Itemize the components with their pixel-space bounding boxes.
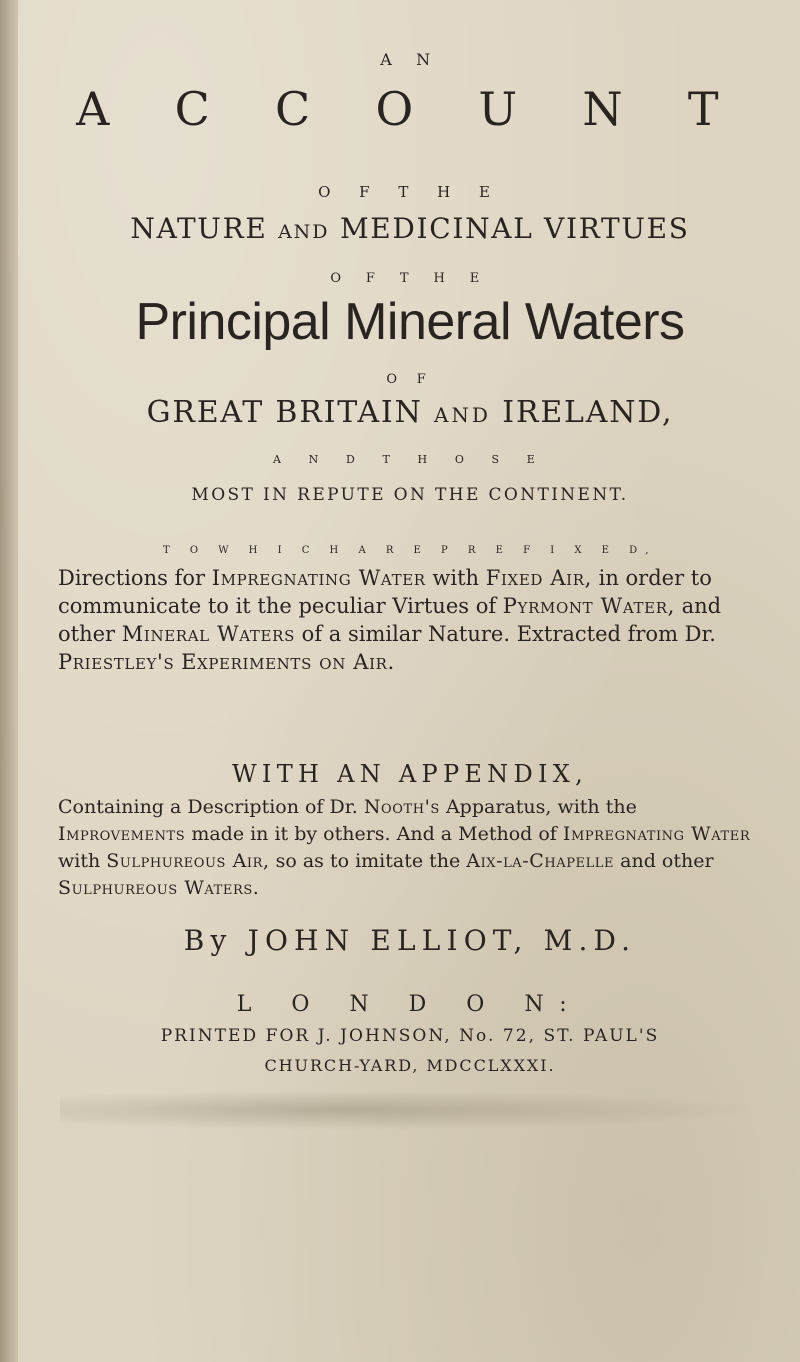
text-run: in order to communicate to it the peculiar Virtues of [58,566,712,618]
appendix-paragraph [58,794,758,902]
word-ireland: IRELAND, [502,395,674,430]
heading-with-appendix: WITH AN APPENDIX, [231,760,589,788]
text-run-sc: Pyrmont Water, [502,594,675,618]
text-run: Directions for [58,566,206,590]
heading-of: O F [386,372,434,387]
text-run-sc: Sulphureous Air, [106,850,270,872]
heading-of-the: O F T H E [318,183,502,201]
heading-account: A C C O U N T [76,82,744,136]
word-by: By [183,924,233,957]
heading-most-in-repute: MOST IN REPUTE ON THE CONTINENT. [191,485,629,505]
text-run: made in it by others. And a Method of [191,823,557,845]
text-run: Containing a Description of Dr. [58,796,358,818]
text-run-sc: Priestley's [58,650,175,674]
heading-to-which-prefixed: T O W H I C H A R E P R E F I X E D, [163,545,657,556]
text-run: of a similar Nature. Extracted from Dr. [301,622,716,646]
word-and-2: AND [433,403,491,427]
imprint-date: CHURCH-YARD, MDCCLXXXI. [264,1056,556,1075]
word-and: AND [278,221,330,243]
text-run-sc: Aix-la-Chapelle [466,850,615,872]
imprint-london: L O N D O N: [236,992,584,1017]
text-run: with [58,850,101,872]
text-run-sc: Improvements [58,823,186,845]
word-nature: NATURE [130,212,268,245]
word-medicinal-virtues: MEDICINAL VIRTUES [339,212,690,245]
paper-stain [60,1090,760,1130]
text-run: Apparatus, with the [445,796,637,818]
author-name: JOHN ELLIOT, M.D. [247,924,637,957]
word-great-britain: GREAT BRITAIN [146,395,423,430]
text-run-sc: Mineral Waters [121,622,295,646]
text-run: so as to imitate the [275,850,461,872]
text-run: and other [620,850,714,872]
author-line [60,924,760,957]
heading-of-the-2: O F T H E [330,271,490,286]
heading-nature-virtues [60,212,760,245]
heading-an: A N [380,50,440,69]
text-run: with [432,566,480,590]
heading-and-those: A N D T H O S E [273,453,547,466]
heading-principal-mineral-waters: Principal Mineral Waters [135,293,685,351]
text-run-sc: Experiments on Air. [181,650,395,674]
text-run-sc: Fixed Air, [485,566,592,590]
text-run-sc: Nooth's [363,796,440,818]
page-binding-shadow [0,0,18,1362]
text-run-sc: Sulphureous Waters. [58,877,260,899]
imprint-printed-for: PRINTED FOR J. JOHNSON, No. 72, ST. PAUL'S [160,1026,660,1046]
heading-great-britain-ireland [60,395,760,430]
text-run-sc: Impregnating Water [211,566,426,590]
directions-paragraph [58,564,758,676]
text-run-sc: Impregnating Water [562,823,751,845]
text-run: and other [58,594,722,646]
